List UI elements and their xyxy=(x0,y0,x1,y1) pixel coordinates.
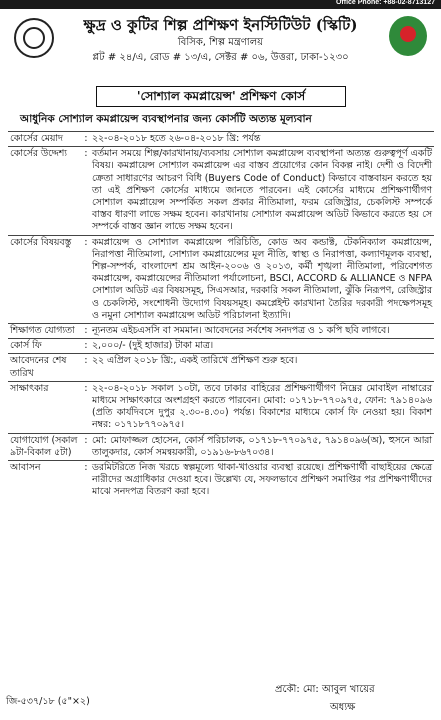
ministry-name: বিসিক, শিল্প মন্ত্রণালয় xyxy=(177,37,264,48)
row-label: কোর্সের বিষয়বস্তু xyxy=(10,236,72,248)
row-qualification: শিক্ষাগত যোগ্যতা : ন্যূনতম এইচএসসি বা সমমান। আবেদনের সর্বশেষ সনদপত্র ও ১ কপি ছবি লাগবে। xyxy=(8,323,434,338)
course-subtitle: আধুনিক সোশ্যাল কমপ্লায়েন্স ব্যবস্থাপনার জন্য কোর্সটি অত্যন্ত মূল্যবান xyxy=(20,113,312,125)
row-label: সাক্ষাৎকার xyxy=(10,382,49,394)
row-value: ২২ এপ্রিল ২০১৮ খ্রি:, একই তারিখে প্রশিক্ষণ শুরু হবে। xyxy=(92,355,298,367)
row-deadline: আবেদনের শেষ তারিখ : ২২ এপ্রিল ২০১৮ খ্রি:, একই তারিখে প্রশিক্ষণ শুরু হবে। xyxy=(8,353,434,380)
row-label: কোর্সের মেয়াদ xyxy=(10,133,63,144)
signer-name: প্রকৌ: মো: আবুল খায়ের xyxy=(275,684,375,695)
row-fee: কোর্স ফি : ২,০০০/- (দুই হাজার) টাকা মাত্র। xyxy=(8,338,434,353)
row-value: ডরমিটরিতে নিজ খরচে স্বল্পমূল্যে থাকা-খাওয়ার ব্যবস্থা রয়েছে। প্রশিক্ষণার্থী বাছাইয়ের ক্ষেত্রে নারীদের অগ্রাধিকার দেওয়া হবে। উল্লেখ্য যে, সফলভাবে প্রশিক্ষণ সমাপ্তির পর প্রশিক্ষণার্থীদের মাঝে সনদপত্র বিতরণ করা হবে। xyxy=(92,462,432,498)
row-value: বর্তমান সময়ে শিল্প/কারখানায়/ব্যবসায় সোশ্যাল কমপ্লায়েন্স ব্যবস্থাপনা অত্যন্ত গুরুত্বপূর্ণ একটি বিষয়। কমপ্লায়েন্স সোশ্যাল কমপ্লায়েন্স এর বাস্তব প্রয়োগের কোন বিকল্প নাই। দেশী ও বিদেশী ক্রেতা সাধারণের আচরণ বিধি (Buyers Code of Conduct) কিভাবে বাস্তবায়ন করতে হয় তা এই প্রশিক্ষণ কোর্সের মাধ্যমে জানতে পারবেন। এই কোর্সের মাধ্যমে প্রশিক্ষণার্থীগণ সোশ্যাল কমপ্লায়েন্স সম্পর্কিত সকল প্রকার নীতিমালা, ফরম রেজিস্ট্রার, চেকলিস্ট সম্পর্কে বাস্তব ধারণা লাভে সক্ষম হবেন। কারখানায় সোশ্যাল কমপ্লায়েন্স অডিট কিভাবে করতে হয় সে সম্পর্কে বাস্তব জ্ঞান লাভে সক্ষম হবেন। xyxy=(92,148,432,233)
row-label: শিক্ষাগত যোগ্যতা xyxy=(10,325,75,337)
row-value: ২,০০০/- (দুই হাজার) টাকা মাত্র। xyxy=(92,340,214,352)
row-value: মো: মোফাজ্জল হোসেন, কোর্স পরিচালক, ০১৭১৮-৭৭০৯৭৫, ৭৯১৪০৯৬(অ), হুসনে আরা তালুকদার, কোর্স সমন্বয়কারী, ০১৯১৬-৮৬৭০৩৪। xyxy=(92,434,432,458)
institute-address: প্লট # ২৪/এ, রোড # ১৩/এ, সেক্টর # ০৬, উত্তরা, ঢাকা-১২৩০ xyxy=(92,52,349,63)
signer-title: অধ্যক্ষ xyxy=(330,702,356,713)
top-bar xyxy=(0,0,441,9)
reference-number: জি-৫৩৭/১৮ (৫"×২) xyxy=(6,696,90,707)
row-label: আবেদনের শেষ তারিখ xyxy=(10,355,67,379)
row-value: কমপ্লায়েন্স ও সোশ্যাল কমপ্লায়েন্স পরিচিতি, কোড অব কন্ডাক্ট, টেকনিক্যাল কমপ্লায়েন্স, নিরাপত্তা নীতিমালা, সোশ্যাল কমপ্লায়েন্সের মূল নীতি, স্বাস্থ্য ও নিরাপত্তা, কল্যাণমূলক ব্যবস্থা, শিল্প-সম্পর্ক, বাংলাদেশ শ্রম আইন-২০০৬ ও ২০১৩, কর্মী শৃঙ্খলা নীতিমালা, পরিবেশগত কমপ্লায়েন্স, কমপ্লায়েন্সের নীতিমালা পর্যালোচনা, BSCI, ACCORD & ALLIANCE ও NFPA সোশ্যাল অডিট এর বিষয়সমূহ, সিএসআর, দরকারি সকল নীতিমালা, ঝুঁকি নিরূপণ, রেজিস্ট্রার ও চেকলিস্ট, সংশোধনী উদ্যোগ বিষয়সমূহ। কমপ্লেইন্ট কারখানা তৈরির দরকারী পদক্ষেপসমূহ ও নমুনা সোশ্যাল কমপ্লায়েন্স অডিট পরিচালনা ইত্যাদি। xyxy=(92,236,432,321)
details-table xyxy=(8,131,434,500)
row-contact: যোগাযোগ (সকাল ৯টা-বিকাল ৫টা) : মো: মোফাজ্জল হোসেন, কোর্স পরিচালক, ০১৭১৮-৭৭০৯৭৫, ৭৯১৪০৯৬(অ), হুসনে আরা তালুকদার, কোর্স সমন্বয়কারী, ০১৯১৬-৮৬৭০৩৪। xyxy=(8,433,434,460)
course-title: 'সোশ্যাল কমপ্লায়েন্স' প্রশিক্ষণ কোর্স xyxy=(96,86,346,107)
row-accommodation: আবাসন : ডরমিটরিতে নিজ খরচে স্বল্পমূল্যে থাকা-খাওয়ার ব্যবস্থা রয়েছে। প্রশিক্ষণার্থী বাছাইয়ের ক্ষেত্রে নারীদের অগ্রাধিকার দেওয়া হবে। উল্লেখ্য যে, সফলভাবে প্রশিক্ষণ সমাপ্তির পর প্রশিক্ষণার্থীদের মাঝে সনদপত্র বিতরণ করা হবে। xyxy=(8,460,434,500)
row-value: ২২-০৪-২০১৮ সকাল ১০টা, তবে ঢাকার বাহিরের প্রশিক্ষণার্থীগণ নিম্নের মোবাইল নাম্বারের মাধ্যমে সাক্ষাৎকারে অংশগ্রহণ করতে পারবেন। মোবা: ০১৭১৮-৭৭০৯৭৫, ফোন: ৭৯১৪০৯৬ (প্রতি কার্যদিবসে দুপুর ২.৩০-৪.৩০) পর্যন্ত। বিকাশের মাধ্যমে কোর্স ফি নেওয়া হয়। বিকাশ নম্বর: ০১৭১৮৭৭০৯৭৫। xyxy=(92,382,432,431)
row-value: ২২-০৪-২০১৮ হতে ২৬-০৪-২০১৮ খ্রি: পর্যন্ত xyxy=(92,133,261,144)
row-label: যোগাযোগ (সকাল ৯টা-বিকাল ৫টা) xyxy=(10,434,78,458)
row-label: কোর্সের উদ্দেশ্য xyxy=(10,148,67,160)
row-label: আবাসন xyxy=(10,462,41,474)
government-seal-logo xyxy=(389,16,427,56)
row-value: ন্যূনতম এইচএসসি বা সমমান। আবেদনের সর্বশেষ সনদপত্র ও ১ কপি ছবি লাগবে। xyxy=(92,325,390,337)
row-duration: কোর্সের মেয়াদ : ২২-০৪-২০১৮ হতে ২৬-০৪-২০১৮ খ্রি: পর্যন্ত xyxy=(8,131,434,146)
row-objective: কোর্সের উদ্দেশ্য : বর্তমান সময়ে শিল্প/কারখানায়/ব্যবসায় সোশ্যাল কমপ্লায়েন্স ব্যবস্থাপনা অত্যন্ত গুরুত্বপূর্ণ একটি বিষয়। কমপ্লায়েন্স সোশ্যাল কমপ্লায়েন্স এর বাস্তব প্রয়োগের কোন বিকল্প নাই। দেশী ও বিদেশী ক্রেতা সাধারণের আচরণ বিধি (Buyers Code of Conduct) কিভাবে বাস্তবায়ন করতে হয় তা এই প্রশিক্ষণ কোর্সের মাধ্যমে জানতে পারবেন। এই কোর্সের মাধ্যমে প্রশিক্ষণার্থীগণ সোশ্যাল কমপ্লায়েন্স সম্পর্কিত সকল প্রকার নীতিমালা, ফরম রেজিস্ট্রার, চেকলিস্ট সম্পর্কে বাস্তব ধারণা লাভে সক্ষম হবেন। কারখানায় সোশ্যাল কমপ্লায়েন্স অডিট কিভাবে করতে হয় সে সম্পর্কে বাস্তব জ্ঞান লাভে সক্ষম হবেন। xyxy=(8,146,434,234)
header xyxy=(10,12,431,82)
row-interview: সাক্ষাৎকার : ২২-০৪-২০১৮ সকাল ১০টা, তবে ঢাকার বাহিরের প্রশিক্ষণার্থীগণ নিম্নের মোবাইল নাম্বারের মাধ্যমে সাক্ষাৎকারে অংশগ্রহণ করতে পারবেন। মোবা: ০১৭১৮-৭৭০৯৭৫, ফোন: ৭৯১৪০৯৬ (প্রতি কার্যদিবসে দুপুর ২.৩০-৪.৩০) পর্যন্ত। বিকাশের মাধ্যমে কোর্স ফি নেওয়া হয়। বিকাশ নম্বর: ০১৭১৮৭৭০৯৭৫। xyxy=(8,381,434,433)
office-phone: Office Phone: +88-02-8713127 xyxy=(335,0,435,6)
row-content: কোর্সের বিষয়বস্তু : কমপ্লায়েন্স ও সোশ্যাল কমপ্লায়েন্স পরিচিতি, কোড অব কন্ডাক্ট, টেকনিক্যাল কমপ্লায়েন্স, নিরাপত্তা নীতিমালা, সোশ্যাল কমপ্লায়েন্সের মূল নীতি, স্বাস্থ্য ও নিরাপত্তা, কল্যাণমূলক ব্যবস্থা, শিল্প-সম্পর্ক, বাংলাদেশ শ্রম আইন-২০০৬ ও ২০১৩, কর্মী শৃঙ্খলা নীতিমালা, পরিবেশগত কমপ্লায়েন্স, কমপ্লায়েন্সের নীতিমালা পর্যালোচনা, BSCI, ACCORD & ALLIANCE ও NFPA সোশ্যাল অডিট এর বিষয়সমূহ, সিএসআর, দরকারি সকল নীতিমালা, ঝুঁকি নিরূপণ, রেজিস্ট্রার ও চেকলিস্ট, সংশোধনী উদ্যোগ বিষয়সমূহ। কমপ্লেইন্ট কারখানা তৈরির দরকারী পদক্ষেপসমূহ ও নমুনা সোশ্যাল কমপ্লায়েন্স অডিট পরিচালনা ইত্যাদি। xyxy=(8,235,434,323)
institute-name: ক্ষুদ্র ও কুটির শিল্প প্রশিক্ষণ ইনস্টিটিউট (স্কিটি) xyxy=(83,16,358,34)
row-label: কোর্স ফি xyxy=(10,340,42,352)
